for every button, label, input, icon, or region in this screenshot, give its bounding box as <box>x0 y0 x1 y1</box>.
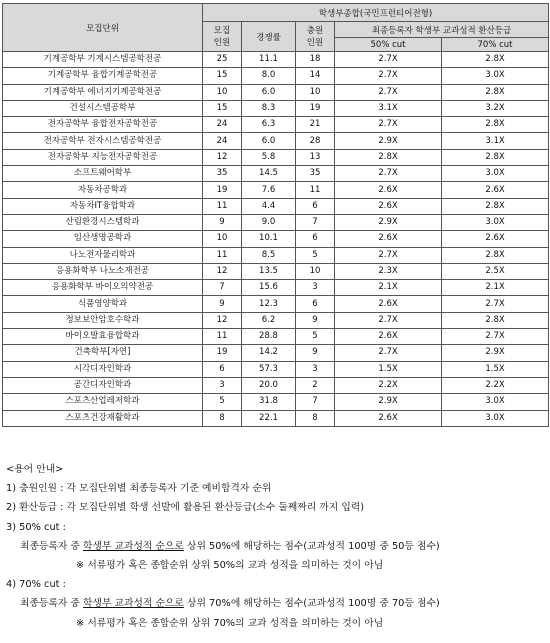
header-cut50: 50% cut <box>335 38 442 52</box>
admission-results-table <box>2 3 549 427</box>
competition-cell: 6.0 <box>242 84 296 100</box>
unit-name-cell: 소프트웨어학부 <box>3 166 203 182</box>
header-group-title: 학생부종합(국민프런티어전형) <box>203 4 549 22</box>
competition-cell: 22.1 <box>242 410 296 426</box>
extra-cell: 11 <box>296 182 335 198</box>
table-row <box>3 329 549 345</box>
table-row <box>3 52 549 68</box>
competition-cell: 31.8 <box>242 394 296 410</box>
unit-name-cell: 자동차공학과 <box>3 182 203 198</box>
cut70-cell: 2.6X <box>442 182 549 198</box>
note-item-4-title: 4) 70% cut : <box>6 579 66 591</box>
cut50-cell: 2.7X <box>335 247 442 263</box>
cut50-cell: 2.6X <box>335 182 442 198</box>
note-item-2: 2) 환산등급 : 각 모집단위별 학생 선발에 활용된 환산등급(소수 둘째짜리 까지 입력) <box>6 502 365 514</box>
note-item-3-body <box>6 537 546 556</box>
extra-cell: 6 <box>296 296 335 312</box>
table-row <box>3 361 549 377</box>
quota-cell: 5 <box>203 394 242 410</box>
extra-cell: 19 <box>296 100 335 116</box>
cut50-cell: 2.1X <box>335 280 442 296</box>
competition-cell: 6.2 <box>242 312 296 328</box>
note-item-3-title: 3) 50% cut : <box>6 521 66 533</box>
competition-cell: 11.1 <box>242 52 296 68</box>
competition-cell: 7.6 <box>242 182 296 198</box>
note-item-1: 1) 충원인원 : 각 모집단위별 최종등록자 기준 예비합격자 순위 <box>6 483 272 495</box>
competition-cell: 20.0 <box>242 377 296 393</box>
cut70-cell: 2.8X <box>442 312 549 328</box>
table-row <box>3 410 549 426</box>
cut70-cell: 3.0X <box>442 68 549 84</box>
unit-name-cell: 스포츠산업레저학과 <box>3 394 203 410</box>
unit-name-cell: 공간디자인학과 <box>3 377 203 393</box>
header-extra: 충원 인원 <box>296 22 335 52</box>
cut70-cell: 2.1X <box>442 280 549 296</box>
cut70-cell: 3.1X <box>442 133 549 149</box>
extra-cell: 5 <box>296 247 335 263</box>
cut50-cell: 2.6X <box>335 329 442 345</box>
cut70-cell: 2.8X <box>442 198 549 214</box>
cut70-cell: 2.9X <box>442 345 549 361</box>
unit-name-cell: 바이오발효융합학과 <box>3 329 203 345</box>
cut50-cell: 2.8X <box>335 149 442 165</box>
quota-cell: 9 <box>203 214 242 230</box>
table-row <box>3 296 549 312</box>
note-text: 최종등록자 중 <box>20 540 84 552</box>
extra-cell: 35 <box>296 166 335 182</box>
cut50-cell: 1.5X <box>335 361 442 377</box>
quota-cell: 9 <box>203 296 242 312</box>
quota-cell: 24 <box>203 117 242 133</box>
quota-cell: 12 <box>203 312 242 328</box>
extra-cell: 8 <box>296 410 335 426</box>
extra-cell: 6 <box>296 231 335 247</box>
quota-cell: 10 <box>203 84 242 100</box>
unit-name-cell: 전자공학부 전자시스템공학전공 <box>3 133 203 149</box>
cut70-cell: 2.7X <box>442 296 549 312</box>
competition-cell: 13.5 <box>242 263 296 279</box>
table-row <box>3 198 549 214</box>
table-row <box>3 312 549 328</box>
table-row <box>3 117 549 133</box>
competition-cell: 8.5 <box>242 247 296 263</box>
note-item-3-remark: ※ 서류평가 혹은 종합순위 상위 50%의 교과 성적을 의미하는 것이 아님 <box>76 560 384 572</box>
quota-cell: 10 <box>203 231 242 247</box>
notes-heading: <용어 안내> <box>6 464 64 475</box>
unit-name-cell: 기계공학부 에너지기계공학전공 <box>3 84 203 100</box>
cut70-cell: 3.2X <box>442 100 549 116</box>
quota-cell: 11 <box>203 198 242 214</box>
header-quota: 모집 인원 <box>203 22 242 52</box>
quota-cell: 8 <box>203 410 242 426</box>
cut50-cell: 2.7X <box>335 68 442 84</box>
header-competition: 경쟁률 <box>242 22 296 52</box>
cut50-cell: 2.9X <box>335 133 442 149</box>
cut70-cell: 3.0X <box>442 394 549 410</box>
cut70-cell: 2.6X <box>442 231 549 247</box>
table-row <box>3 394 549 410</box>
quota-cell: 19 <box>203 345 242 361</box>
extra-cell: 6 <box>296 198 335 214</box>
competition-cell: 8.0 <box>242 68 296 84</box>
extra-cell: 13 <box>296 149 335 165</box>
cut70-cell: 2.8X <box>442 84 549 100</box>
cut70-cell: 2.8X <box>442 149 549 165</box>
unit-name-cell: 시각디자인학과 <box>3 361 203 377</box>
table-row <box>3 182 549 198</box>
unit-name-cell: 건축학부[자연] <box>3 345 203 361</box>
quota-cell: 15 <box>203 68 242 84</box>
cut50-cell: 2.7X <box>335 117 442 133</box>
table-row <box>3 84 549 100</box>
table-row <box>3 68 549 84</box>
terms-guide <box>6 460 546 633</box>
cut70-cell: 1.5X <box>442 361 549 377</box>
header-unit: 모집단위 <box>3 4 203 52</box>
note-text: 최종등록자 중 <box>20 598 84 610</box>
unit-name-cell: 나노전자물리학과 <box>3 247 203 263</box>
cut70-cell: 2.8X <box>442 52 549 68</box>
extra-cell: 9 <box>296 345 335 361</box>
note-underlined-text: 학생부 교과성적 순으로 <box>83 540 184 552</box>
extra-cell: 10 <box>296 263 335 279</box>
extra-cell: 9 <box>296 312 335 328</box>
unit-name-cell: 전자공학부 지능전자공학전공 <box>3 149 203 165</box>
unit-name-cell: 임산생명공학과 <box>3 231 203 247</box>
cut50-cell: 2.6X <box>335 231 442 247</box>
note-item-4-body <box>6 594 546 613</box>
table-row <box>3 100 549 116</box>
extra-cell: 18 <box>296 52 335 68</box>
table-row <box>3 133 549 149</box>
cut70-cell: 3.0X <box>442 214 549 230</box>
cut50-cell: 2.7X <box>335 345 442 361</box>
extra-cell: 14 <box>296 68 335 84</box>
competition-cell: 15.6 <box>242 280 296 296</box>
quota-cell: 19 <box>203 182 242 198</box>
competition-cell: 14.2 <box>242 345 296 361</box>
quota-cell: 11 <box>203 247 242 263</box>
cut50-cell: 2.7X <box>335 52 442 68</box>
competition-cell: 4.4 <box>242 198 296 214</box>
extra-cell: 28 <box>296 133 335 149</box>
cut50-cell: 2.7X <box>335 312 442 328</box>
cut70-cell: 2.7X <box>442 329 549 345</box>
cut50-cell: 2.9X <box>335 394 442 410</box>
table-row <box>3 247 549 263</box>
note-underlined-text: 학생부 교과성적 순으로 <box>83 598 184 610</box>
table-row <box>3 263 549 279</box>
competition-cell: 14.5 <box>242 166 296 182</box>
competition-cell: 12.3 <box>242 296 296 312</box>
table-row <box>3 166 549 182</box>
competition-cell: 5.8 <box>242 149 296 165</box>
cut70-cell: 2.8X <box>442 117 549 133</box>
quota-cell: 3 <box>203 377 242 393</box>
unit-name-cell: 기계공학부 기계시스템공학전공 <box>3 52 203 68</box>
unit-name-cell: 응용화학부 나노소재전공 <box>3 263 203 279</box>
competition-cell: 6.3 <box>242 117 296 133</box>
table-row <box>3 231 549 247</box>
unit-name-cell: 건설시스템공학부 <box>3 100 203 116</box>
extra-cell: 3 <box>296 361 335 377</box>
cut50-cell: 2.6X <box>335 296 442 312</box>
competition-cell: 28.8 <box>242 329 296 345</box>
cut50-cell: 2.2X <box>335 377 442 393</box>
cut70-cell: 3.0X <box>442 410 549 426</box>
extra-cell: 21 <box>296 117 335 133</box>
quota-cell: 6 <box>203 361 242 377</box>
table-row <box>3 149 549 165</box>
extra-cell: 10 <box>296 84 335 100</box>
cut50-cell: 2.7X <box>335 166 442 182</box>
cut50-cell: 2.3X <box>335 263 442 279</box>
unit-name-cell: 기계공학부 융합기계공학전공 <box>3 68 203 84</box>
unit-name-cell: 정보보안암호수학과 <box>3 312 203 328</box>
quota-cell: 7 <box>203 280 242 296</box>
competition-cell: 8.3 <box>242 100 296 116</box>
extra-cell: 2 <box>296 377 335 393</box>
extra-cell: 3 <box>296 280 335 296</box>
note-text: 상위 70%에 해당하는 점수(교과성적 100명 중 70등 점수) <box>183 598 440 610</box>
unit-name-cell: 스포츠건강재활학과 <box>3 410 203 426</box>
table-row <box>3 345 549 361</box>
quota-cell: 11 <box>203 329 242 345</box>
table-row <box>3 214 549 230</box>
table-row <box>3 377 549 393</box>
cut50-cell: 2.6X <box>335 198 442 214</box>
quota-cell: 35 <box>203 166 242 182</box>
cut70-cell: 2.2X <box>442 377 549 393</box>
cut50-cell: 3.1X <box>335 100 442 116</box>
quota-cell: 12 <box>203 263 242 279</box>
cut50-cell: 2.6X <box>335 410 442 426</box>
extra-cell: 7 <box>296 214 335 230</box>
extra-cell: 5 <box>296 329 335 345</box>
table-row <box>3 280 549 296</box>
competition-cell: 57.3 <box>242 361 296 377</box>
header-grade-group: 최종등록자 학생부 교과성적 환산등급 <box>335 22 549 38</box>
unit-name-cell: 식품영양학과 <box>3 296 203 312</box>
header-cut70: 70% cut <box>442 38 549 52</box>
cut70-cell: 2.5X <box>442 263 549 279</box>
unit-name-cell: 산림환경시스템학과 <box>3 214 203 230</box>
extra-cell: 7 <box>296 394 335 410</box>
unit-name-cell: 전자공학부 융합전자공학전공 <box>3 117 203 133</box>
unit-name-cell: 자동차IT융합학과 <box>3 198 203 214</box>
competition-cell: 9.0 <box>242 214 296 230</box>
quota-cell: 12 <box>203 149 242 165</box>
cut50-cell: 2.7X <box>335 84 442 100</box>
note-item-4-remark: ※ 서류평가 혹은 종합순위 상위 70%의 교과 성적을 의미하는 것이 아님 <box>76 617 384 629</box>
competition-cell: 10.1 <box>242 231 296 247</box>
quota-cell: 25 <box>203 52 242 68</box>
cut50-cell: 2.9X <box>335 214 442 230</box>
cut70-cell: 3.0X <box>442 166 549 182</box>
quota-cell: 24 <box>203 133 242 149</box>
cut70-cell: 2.8X <box>442 247 549 263</box>
competition-cell: 6.0 <box>242 133 296 149</box>
quota-cell: 15 <box>203 100 242 116</box>
unit-name-cell: 응용화학부 바이오의약전공 <box>3 280 203 296</box>
note-text: 상위 50%에 해당하는 점수(교과성적 100명 중 50등 점수) <box>183 540 440 552</box>
